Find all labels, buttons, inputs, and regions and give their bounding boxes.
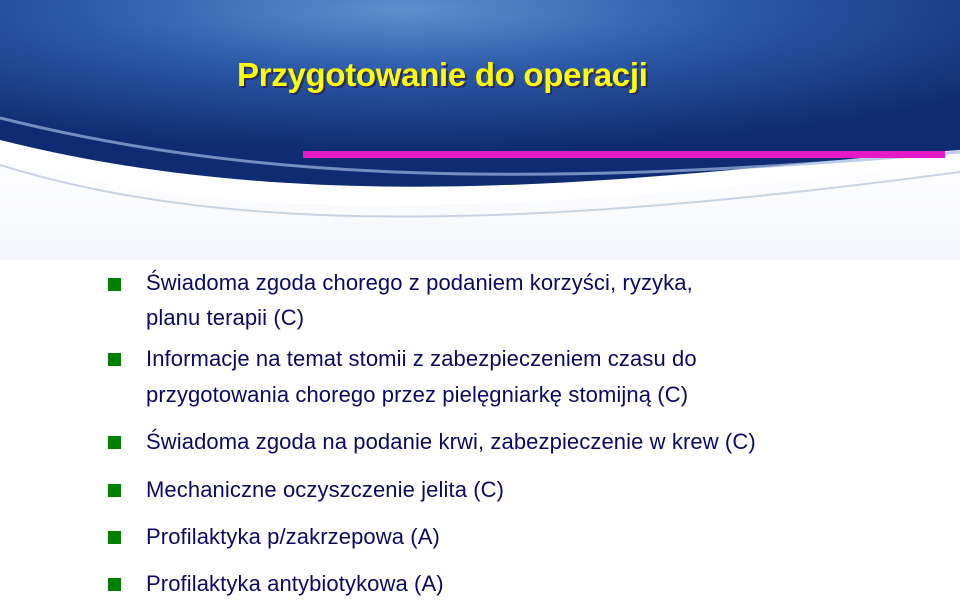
bullet-text-line: Profilaktyka antybiotykowa (A) (146, 571, 444, 596)
bullet-text-line: Informacje na temat stomii z zabezpieczeniem czasu do (146, 346, 697, 371)
bullet-text-line: Mechaniczne oczyszczenie jelita (C) (146, 477, 505, 502)
bullet-square-icon (108, 278, 121, 291)
bullet-text-line: Profilaktyka p/zakrzepowa (A) (146, 524, 440, 549)
bullet-text-line: planu terapii (C) (146, 305, 305, 330)
bullet-square-icon (108, 353, 121, 366)
bullet-square-icon (108, 484, 121, 497)
slide-title: Przygotowanie do operacji (237, 56, 648, 93)
bullet-text-line: Świadoma zgoda na podanie krwi, zabezpieczenie w krew (C) (146, 429, 756, 454)
bullet-square-icon (108, 531, 121, 544)
bullet-text-line: przygotowania chorego przez pielęgniarkę stomijną (C) (146, 382, 689, 407)
bullet-square-icon (108, 436, 121, 449)
bullet-text-line: Świadoma zgoda chorego z podaniem korzyści, ryzyka, (146, 270, 693, 295)
bullet-square-icon (108, 578, 121, 591)
